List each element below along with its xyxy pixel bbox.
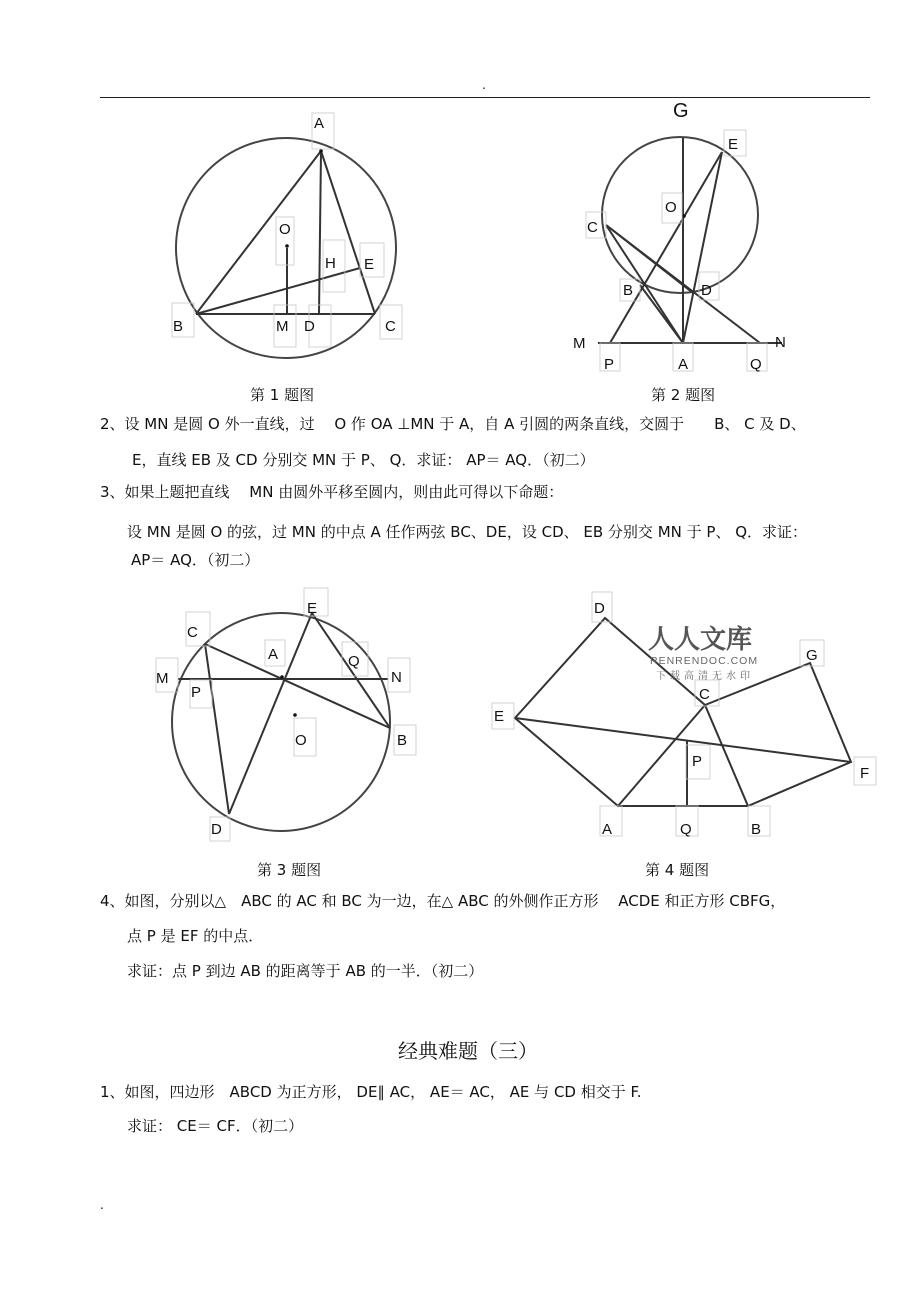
watermark	[648, 625, 758, 682]
fig3-label-E: E	[307, 600, 318, 617]
fig2-label-O: O	[665, 199, 677, 216]
fig2-seg-AC	[606, 225, 683, 343]
fig3-caption: 第 3 题图	[257, 861, 322, 879]
fig2-label-M: M	[573, 335, 586, 352]
fig2-seg-CD	[606, 225, 693, 293]
fig3-label-D: D	[211, 821, 222, 838]
fig4-square-CBFG	[705, 663, 851, 806]
fig1-label-A: A	[314, 115, 325, 132]
problem-3-line-3: AP＝ AQ．（初二）	[131, 551, 260, 569]
figure-1	[160, 105, 420, 380]
fig2-point-O	[682, 214, 686, 218]
problem-2-line-2: E，直线 EB 及 CD 分别交 MN 于 P、 Q．求证： AP＝ AQ．（初二）	[132, 451, 595, 469]
fig3-label-B: B	[397, 732, 408, 749]
fig3-label-C: C	[187, 624, 198, 641]
fig1-label-B: B	[173, 318, 184, 335]
footer-dot: .	[100, 1198, 104, 1212]
fig4-label-P: P	[692, 753, 703, 770]
fig3-point-O	[293, 713, 297, 717]
fig4-label-E: E	[494, 708, 505, 725]
fig1-seg-AC	[321, 151, 375, 314]
fig2-seg-PE	[610, 152, 722, 343]
fig1-label-C: C	[385, 318, 396, 335]
header-dot: .	[482, 78, 486, 92]
fig2-label-B: B	[623, 282, 634, 299]
fig4-label-C: C	[699, 686, 710, 703]
problem-3-line-1: 3、如果上题把直线 MN 由圆外平移至圆内，则由此可得以下命题：	[100, 483, 564, 501]
fig4-seg-EF	[515, 718, 851, 762]
fig3-label-O: O	[295, 732, 307, 749]
fig2-label-E: E	[728, 136, 739, 153]
fig3-label-N: N	[391, 669, 402, 686]
fig4-label-D: D	[594, 600, 605, 617]
section-problem-1-line-1: 1、如图，四边形 ABCD 为正方形， DE∥ AC， AE＝ AC， AE 与 CD 相交于 F.	[100, 1083, 642, 1101]
fig4-label-G: G	[806, 647, 818, 664]
figure-2	[565, 95, 805, 380]
fig3-label-P: P	[191, 684, 202, 701]
fig3-label-M: M	[156, 670, 169, 687]
problem-3-line-2: 设 MN 是圆 O 的弦，过 MN 的中点 A 任作两弦 BC、DE，设 CD、 EB 分别交 MN 于 P、 Q．求证：	[127, 523, 808, 541]
section-problem-1-line-2: 求证： CE＝ CF．（初二）	[127, 1117, 304, 1135]
fig2-label-D: D	[701, 282, 712, 299]
fig1-label-E: E	[364, 256, 375, 273]
watermark-slogan: 下载高清无水印	[656, 671, 754, 682]
fig1-point-O	[285, 244, 289, 248]
fig1-caption: 第 1 题图	[250, 386, 315, 404]
fig3-seg-ED	[229, 613, 312, 814]
problem-2-line-1: 2、设 MN 是圆 O 外一直线，过 O 作 OA ⊥MN 于 A，自 A 引圆的两条直线，交圆于 B、 C 及 D、	[100, 415, 806, 433]
fig2-label-A: A	[678, 356, 689, 373]
problem-4-line-1: 4、如图，分别以△ ABC 的 AC 和 BC 为一边，在△ ABC 的外侧作正方形 ACDE 和正方形 CBFG，	[100, 892, 786, 910]
fig3-label-A: A	[268, 646, 279, 663]
watermark-site: RENRENDOC.COM	[650, 655, 759, 667]
fig2-label-G: G	[673, 100, 689, 122]
fig2-label-Q: Q	[750, 356, 762, 373]
fig3-label-Q: Q	[348, 653, 360, 670]
figure-3	[150, 580, 425, 845]
figure-4	[488, 590, 880, 845]
fig1-label-O: O	[279, 221, 291, 238]
fig3-point-A	[280, 675, 284, 679]
problem-4-line-3: 求证：点 P 到边 AB 的距离等于 AB 的一半．（初二）	[127, 962, 484, 980]
fig2-seg-AE	[683, 152, 722, 343]
fig1-label-M: M	[276, 318, 289, 335]
fig3-seg-CD	[205, 644, 229, 814]
fig2-label-N: N	[775, 334, 786, 351]
fig2-circle	[602, 137, 758, 293]
fig2-label-C: C	[587, 219, 598, 236]
watermark-name: 人人文库	[648, 625, 753, 655]
fig1-point-A	[319, 149, 323, 153]
fig4-label-A: A	[602, 821, 613, 838]
problem-4-line-2: 点 P 是 EF 的中点．	[127, 927, 264, 945]
fig4-label-F: F	[860, 765, 870, 782]
fig1-seg-AD	[319, 151, 321, 314]
fig4-caption: 第 4 题图	[645, 861, 710, 879]
fig2-caption: 第 2 题图	[651, 386, 716, 404]
fig1-label-H: H	[325, 255, 336, 272]
fig1-seg-AB	[196, 151, 321, 314]
fig1-seg-BE	[196, 268, 360, 314]
fig2-label-P: P	[604, 356, 615, 373]
fig1-label-D: D	[304, 318, 315, 335]
fig4-label-Q: Q	[680, 821, 692, 838]
section-title: 经典难题（三）	[398, 1039, 538, 1063]
fig4-label-B: B	[751, 821, 762, 838]
